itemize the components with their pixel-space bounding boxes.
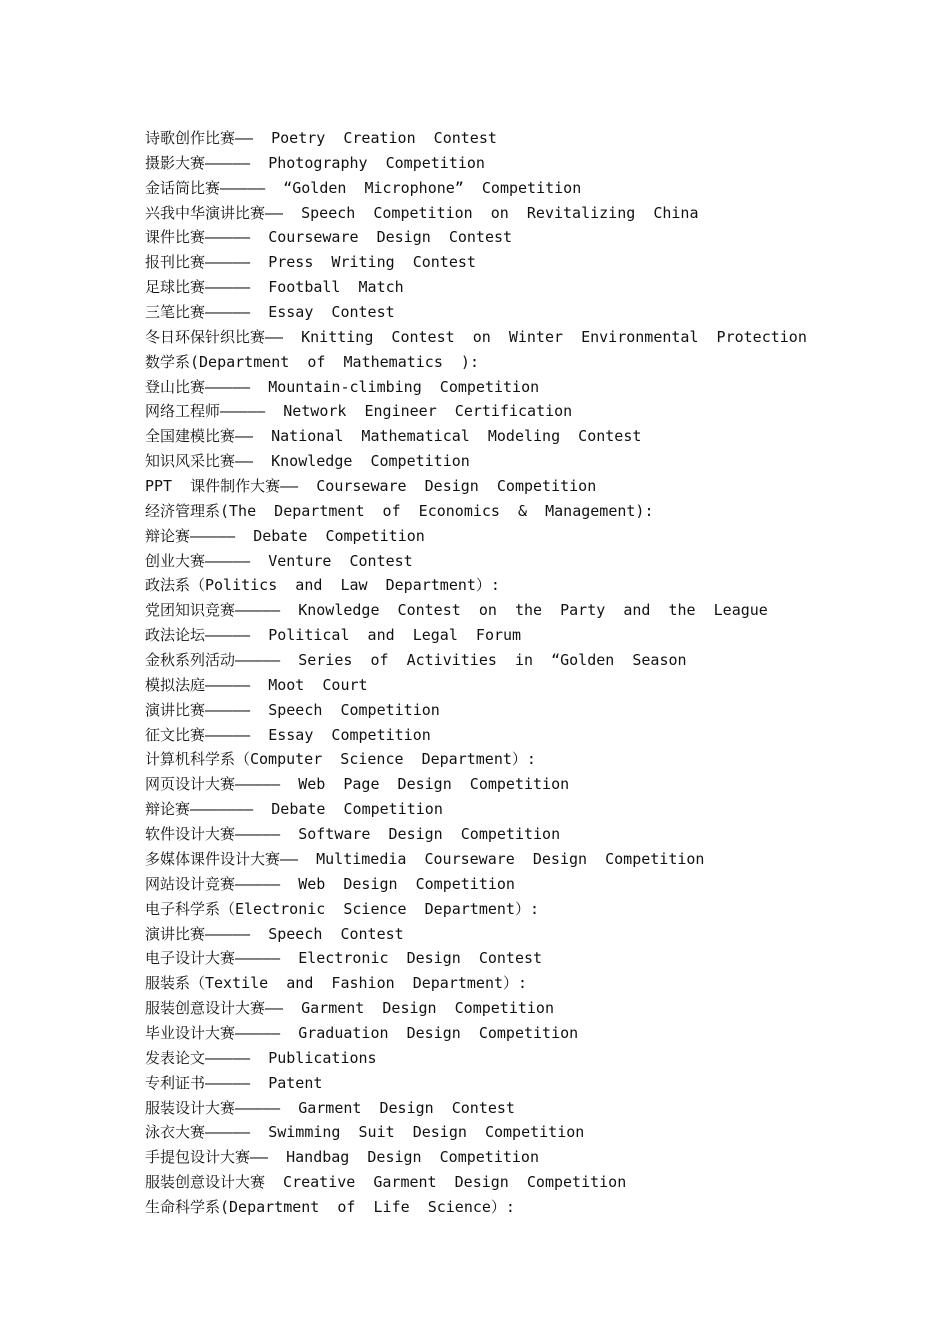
text-line: 报刊比赛————— Press Writing Contest [145, 253, 476, 272]
text-line: 演讲比赛————— Speech Contest [145, 924, 404, 943]
text-line: 金话筒比赛————— “Golden Microphone” Competition [145, 178, 582, 197]
text-line: 辩论赛————— Debate Competition [145, 526, 425, 545]
text-line: 毕业设计大赛————— Graduation Design Competition [145, 1023, 579, 1042]
text-line: 摄影大赛————— Photography Competition [145, 153, 485, 172]
text-line: 发表论文————— Publications [145, 1048, 377, 1067]
text-line: 模拟法庭————— Moot Court [145, 675, 368, 694]
section-heading: 经济管理系(The Department of Economics & Management): [145, 501, 654, 520]
section-heading: 服装系（Textile and Fashion Department）: [145, 974, 528, 993]
text-line: 三笔比赛————— Essay Contest [145, 303, 395, 322]
text-line: 服装创意设计大赛—— Garment Design Competition [145, 999, 554, 1018]
text-line: 演讲比赛————— Speech Competition [145, 700, 440, 719]
section-heading: 政法系（Politics and Law Department）: [145, 576, 500, 595]
section-heading: 计算机科学系（Computer Science Department）: [145, 750, 536, 769]
section-heading: 电子科学系（Electronic Science Department）: [145, 899, 539, 918]
document-body [145, 126, 925, 1220]
text-line: 网页设计大赛————— Web Page Design Competition [145, 775, 570, 794]
text-line: 兴我中华演讲比赛—— Speech Competition on Revitalizing China [145, 203, 699, 222]
text-line: 创业大赛————— Venture Contest [145, 551, 413, 570]
text-line: 网络工程师————— Network Engineer Certification [145, 402, 573, 421]
text-line: 泳衣大赛————— Swimming Suit Design Competition [145, 1123, 585, 1142]
text-line: 服装创意设计大赛 Creative Garment Design Competition [145, 1173, 627, 1192]
text-line: PPT 课件制作大赛—— Courseware Design Competition [145, 477, 597, 496]
text-line: 足球比赛————— Football Match [145, 278, 404, 297]
text-line: 全国建模比赛—— National Mathematical Modeling Contest [145, 427, 642, 446]
text-line: 冬日环保针织比赛—— Knitting Contest on Winter Environmental Protection [145, 327, 807, 346]
text-line: 网站设计竞赛————— Web Design Competition [145, 874, 515, 893]
text-line: 知识风采比赛—— Knowledge Competition [145, 452, 470, 471]
text-line: 党团知识竞赛————— Knowledge Contest on the Party and the League [145, 601, 768, 620]
text-line: 专利证书————— Patent [145, 1073, 323, 1092]
text-line: 手提包设计大赛—— Handbag Design Competition [145, 1148, 539, 1167]
text-line: 服装设计大赛————— Garment Design Contest [145, 1098, 515, 1117]
text-line: 登山比赛————— Mountain-climbing Competition [145, 377, 540, 396]
text-line: 政法论坛————— Political and Legal Forum [145, 626, 522, 645]
text-line: 软件设计大赛————— Software Design Competition [145, 825, 561, 844]
text-line: 课件比赛————— Courseware Design Contest [145, 228, 513, 247]
text-line: 诗歌创作比赛—— Poetry Creation Contest [145, 129, 497, 147]
text-line: 辩论赛——————— Debate Competition [145, 800, 443, 819]
section-heading: 生命科学系(Department of Life Science）: [145, 1197, 515, 1216]
section-heading: 数学系(Department of Mathematics ): [145, 352, 479, 371]
text-line: 电子设计大赛————— Electronic Design Contest [145, 949, 543, 968]
text-line: 征文比赛————— Essay Competition [145, 725, 431, 744]
text-line: 多媒体课件设计大赛—— Multimedia Courseware Design Competition [145, 849, 705, 868]
text-line: 金秋系列活动————— Series of Activities in “Golden Season [145, 651, 687, 670]
